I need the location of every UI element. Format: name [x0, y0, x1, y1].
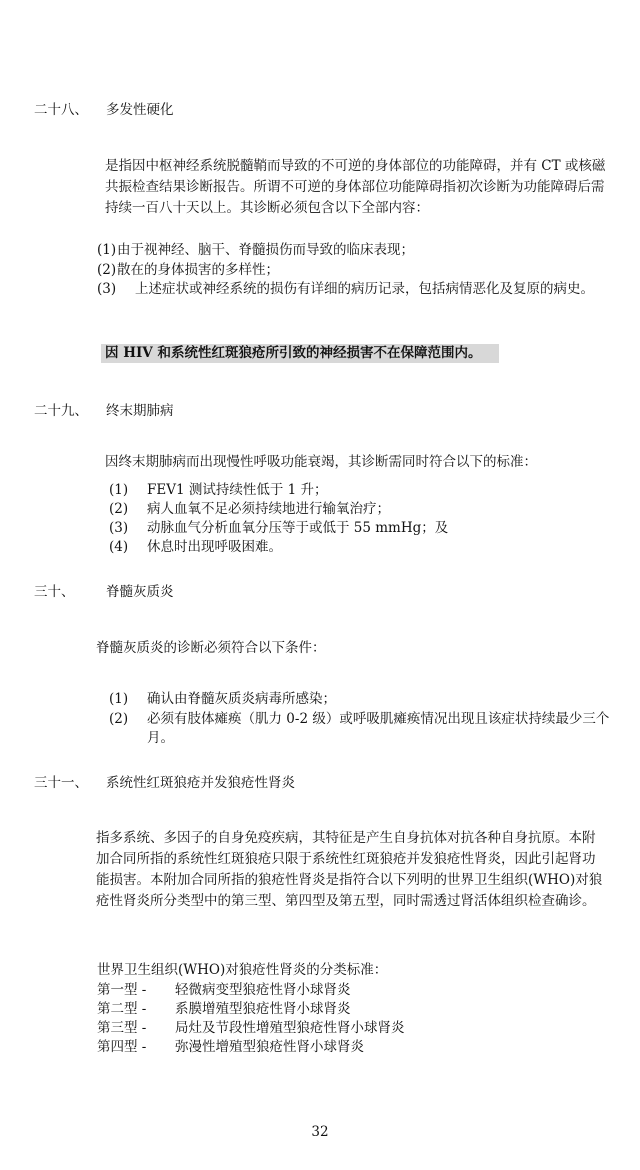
class-label: 第二型 - — [97, 1001, 147, 1017]
class-label: 第一型 - — [97, 982, 147, 998]
section-30-intro: 脊髓灰质炎的诊断必须符合以下条件： — [96, 640, 326, 656]
section-29-number: 二十九、 — [34, 403, 88, 419]
section-29-title: 终末期肺病 — [106, 403, 174, 419]
section-29-intro: 因终末期肺病而出现慢性呼吸功能衰竭，其诊断需同时符合以下的标准： — [105, 454, 537, 470]
page-number: 32 — [311, 1124, 329, 1140]
item-number: (3) — [109, 520, 129, 536]
class-desc: 弥漫性增殖型狼疮性肾小球肾炎 — [175, 1039, 364, 1055]
class-desc: 系膜增殖型狼疮性肾小球肾炎 — [175, 1001, 351, 1017]
item-text: 动脉血气分析血氧分压等于或低于 55 mmHg；及 — [147, 520, 449, 536]
item-text: 病人血氧不足必须持续地进行输氧治疗； — [147, 501, 390, 517]
class-desc: 局灶及节段性增殖型狼疮性肾小球肾炎 — [175, 1020, 405, 1036]
item-text: 必须有肢体瘫痪（肌力 0-2 级）或呼吸肌瘫痪情况出现且该症状持续最少三个月。 — [147, 711, 610, 746]
item-number: (2) — [109, 711, 129, 727]
item-number: (1) — [97, 242, 117, 258]
item-text: 散在的身体损害的多样性； — [117, 262, 279, 278]
section-30-number: 三十、 — [34, 584, 75, 600]
item-number: (1) — [109, 691, 129, 707]
item-number: (4) — [109, 539, 129, 555]
item-text: 由于视神经、脑干、脊髓损伤而导致的临床表现； — [117, 242, 414, 258]
section-31-number: 三十一、 — [34, 775, 88, 791]
class-label: 第三型 - — [97, 1020, 147, 1036]
section-28-title: 多发性硬化 — [106, 102, 174, 118]
item-number: (3) — [97, 281, 117, 297]
item-number: (1) — [109, 482, 129, 498]
item-text: FEV1 测试持续性低于 1 升； — [147, 482, 328, 498]
class-label: 第四型 - — [97, 1039, 147, 1055]
exclusion-note: 因 HIV 和系统性红斑狼疮所引致的神经损害不在保障范围内。 — [101, 344, 499, 363]
item-text: 上述症状或神经系统的损伤有详细的病历记录，包括病情恶化及复原的病史。 — [135, 281, 594, 297]
class-desc: 轻微病变型狼疮性肾小球肾炎 — [175, 982, 351, 998]
item-text: 休息时出现呼吸困难。 — [147, 539, 282, 555]
item-number: (2) — [109, 501, 129, 517]
item-text: 确认由脊髓灰质炎病毒所感染； — [147, 691, 336, 707]
section-28-intro: 是指因中枢神经系统脱髓鞘而导致的不可逆的身体部位的功能障碍，并有 CT 或核磁共振检查结果诊断报告。所谓不可逆的身体部位功能障碍指初次诊断为功能障碍后需持续一百八十天以上。其诊断必须包含以下全部内容： — [105, 158, 606, 216]
section-30-title: 脊髓灰质炎 — [106, 584, 174, 600]
item-number: (2) — [97, 262, 117, 278]
section-28-number: 二十八、 — [34, 102, 88, 118]
section-31-intro: 指多系统、多因子的自身免疫疾病，其特征是产生自身抗体对抗各种自身抗原。本附加合同所指的系统性红斑狼疮只限于系统性红斑狼疮并发狼疮性肾炎，因此引起肾功能损害。本附加合同所指的狼疮性肾炎是指符合以下列明的世界卫生组织(WHO)对狼疮性肾炎所分类型中的第三型、第四型及第五型，同时需透过肾活体组织检查确诊。 — [96, 830, 603, 909]
section-31-title: 系统性红斑狼疮并发狼疮性肾炎 — [106, 775, 295, 791]
classification-title: 世界卫生组织(WHO)对狼疮性肾炎的分类标准： — [97, 962, 388, 978]
